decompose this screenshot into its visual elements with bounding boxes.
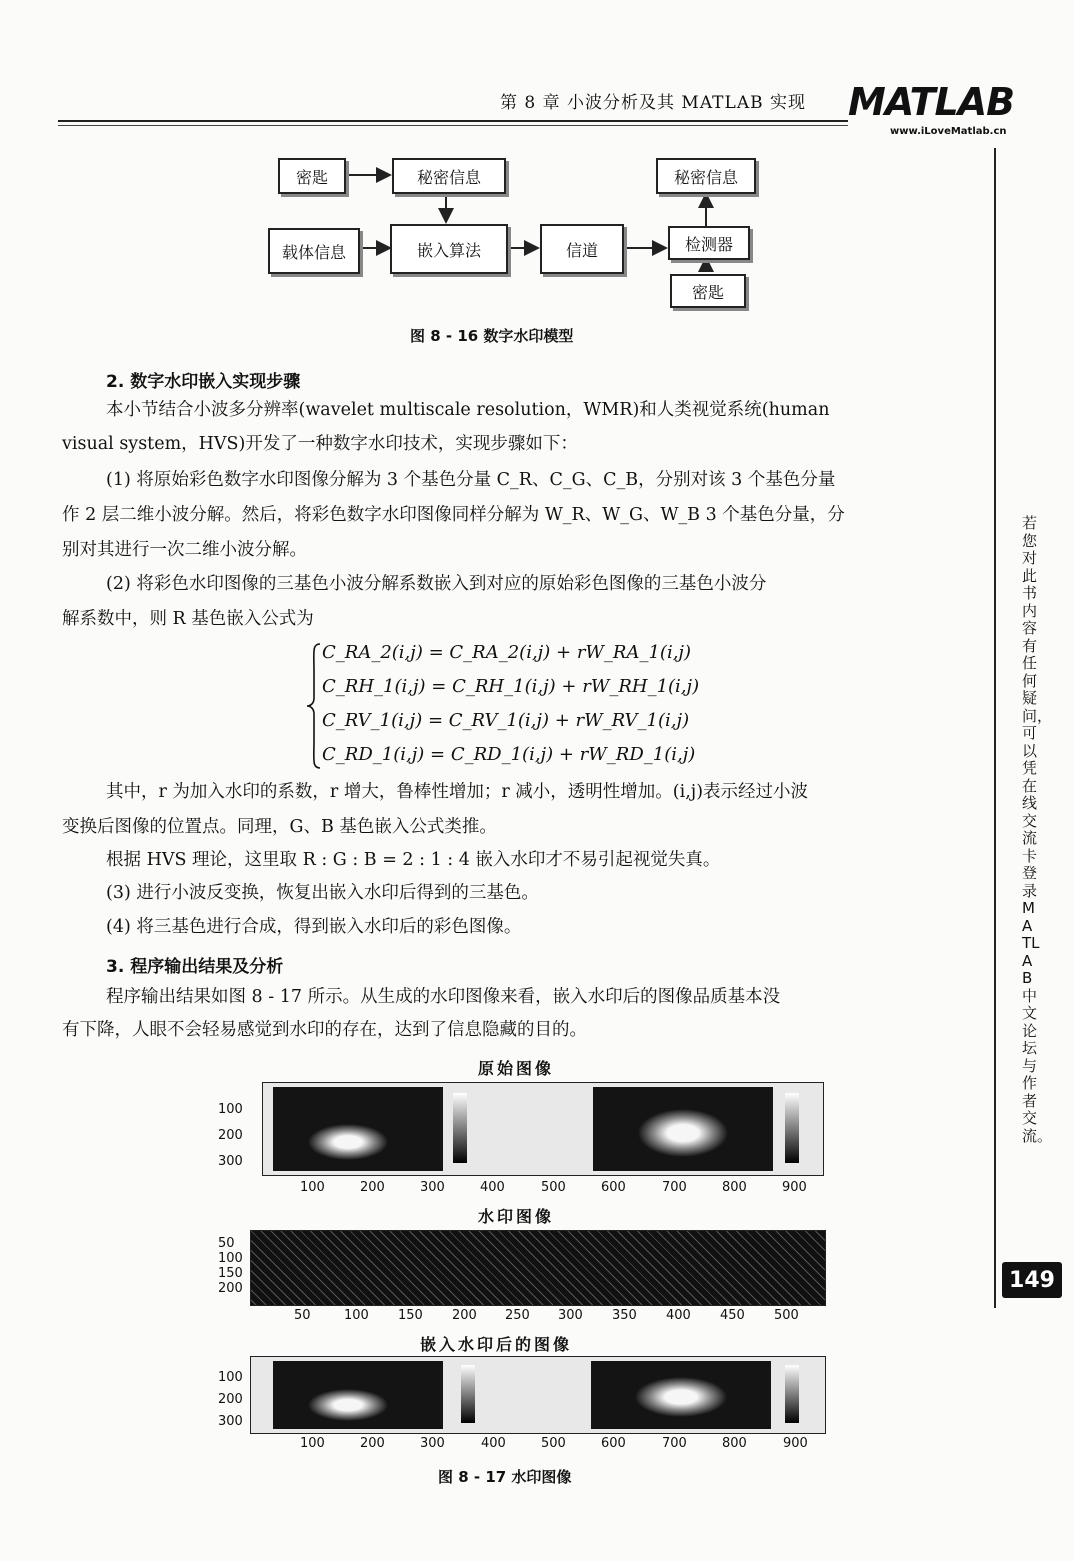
- channel-label: 信道: [565, 240, 598, 260]
- plot-2-xtick: 500: [774, 1308, 799, 1323]
- plot-2-ytick: 200: [218, 1281, 243, 1296]
- equation-1: C_RA_2(i,j) = C_RA_2(i,j) + rW_RA_1(i,j): [322, 642, 692, 663]
- plot-3-xtick: 800: [722, 1436, 747, 1451]
- paragraph-line: (1) 将原始彩色数字水印图像分解为 3 个基色分量 C_R、C_G、C_B，分别对该 3 个基色分量: [106, 470, 836, 490]
- plot-2-xtick: 200: [452, 1308, 477, 1323]
- logo-url: www.iLoveMatlab.cn: [890, 126, 1007, 137]
- paragraph-line: 变换后图像的位置点。同理，G、B 基色嵌入公式类推。: [62, 817, 497, 837]
- carrier-info-box: [268, 228, 360, 274]
- plot-1-xtick: 100: [300, 1180, 325, 1195]
- paragraph-line: 有下降，人眼不会轻易感觉到水印的存在，达到了信息隐藏的目的。: [62, 1020, 587, 1040]
- page-number: 149: [1002, 1262, 1062, 1298]
- plot-3-ytick: 100: [218, 1370, 243, 1385]
- paragraph-line: (2) 将彩色水印图像的三基色小波分解系数嵌入到对应的原始彩色图像的三基色小波分: [106, 574, 767, 594]
- channel-box: [540, 224, 624, 274]
- paragraph-line: 解系数中，则 R 基色嵌入公式为: [62, 609, 314, 629]
- embed-algorithm-box: [390, 224, 508, 274]
- embed-algorithm-label: 嵌入算法: [416, 240, 481, 260]
- original-image-left: [273, 1087, 443, 1171]
- plot-2-xtick: 350: [612, 1308, 637, 1323]
- colorbar-left: [461, 1365, 475, 1423]
- plot-3-xtick: 600: [601, 1436, 626, 1451]
- header-rule-thin: [58, 125, 848, 126]
- chapter-header: 第 8 章 小波分析及其 MATLAB 实现: [500, 93, 806, 113]
- detector-box: [668, 226, 750, 260]
- key-box-2-label: 密匙: [691, 282, 724, 302]
- plot-3-xtick: 100: [300, 1436, 325, 1451]
- section-3-heading: 3. 程序输出结果及分析: [106, 957, 284, 977]
- plot-1-xtick: 500: [541, 1180, 566, 1195]
- secret-info-box-2-label: 秘密信息: [673, 167, 738, 187]
- margin-rule: [994, 148, 996, 1308]
- equation-2: C_RH_1(i,j) = C_RH_1(i,j) + rW_RH_1(i,j): [322, 676, 700, 697]
- key-box-1: [278, 158, 346, 194]
- paragraph-line: visual system，HVS)开发了一种数字水印技术，实现步骤如下：: [62, 434, 578, 454]
- plot-1-xtick: 700: [662, 1180, 687, 1195]
- paragraph-line: 根据 HVS 理论，这里取 R : G : B = 2 : 1 : 4 嵌入水印才不易引起视觉失真。: [106, 850, 721, 870]
- sidebar-vertical-text: 若您对此书内容有任何疑问，可以凭在线交流卡登录MATLAB中文论坛与作者交流。: [1022, 514, 1053, 1145]
- plot-3-xtick: 300: [420, 1436, 445, 1451]
- plot-2-xtick: 450: [720, 1308, 745, 1323]
- plot-1-xtick: 300: [420, 1180, 445, 1195]
- plot-1-ytick: 100: [218, 1102, 243, 1117]
- plot-3-frame: [250, 1356, 826, 1434]
- plot-1-xtick: 900: [782, 1180, 807, 1195]
- plot-3-title: 嵌入水印后的图像: [420, 1335, 573, 1354]
- secret-info-box-2: [656, 158, 756, 194]
- plot-2-ytick: 100: [218, 1251, 243, 1266]
- plot-2-ytick: 150: [218, 1266, 243, 1281]
- key-box-1-label: 密匙: [295, 167, 328, 187]
- plot-3-ytick: 300: [218, 1414, 243, 1429]
- paragraph-line: 作 2 层二维小波分解。然后，将彩色数字水印图像同样分解为 W_R、W_G、W_B 3 个基色分量，分: [62, 505, 845, 525]
- plot-3-xtick: 700: [662, 1436, 687, 1451]
- matlab-logo: MATLAB: [848, 80, 1015, 124]
- header-rule: [58, 120, 848, 122]
- detector-label: 检测器: [684, 234, 733, 254]
- plot-1-xtick: 800: [722, 1180, 747, 1195]
- plot-3-ytick: 200: [218, 1392, 243, 1407]
- carrier-info-label: 载体信息: [281, 242, 346, 262]
- plot-2-xtick: 150: [398, 1308, 423, 1323]
- secret-info-box-1: [392, 158, 506, 194]
- plot-3-xtick: 400: [481, 1436, 506, 1451]
- plot-1-title: 原始图像: [478, 1059, 555, 1078]
- figure-8-16-caption: 图 8 - 16 数字水印模型: [410, 327, 574, 345]
- plot-1-xtick: 200: [360, 1180, 385, 1195]
- plot-3-xtick: 900: [783, 1436, 808, 1451]
- plot-1-xtick: 600: [601, 1180, 626, 1195]
- plot-1-ytick: 300: [218, 1154, 243, 1169]
- section-2-heading: 2. 数字水印嵌入实现步骤: [106, 372, 301, 392]
- embedded-image-right: [591, 1361, 771, 1429]
- plot-2-xtick: 400: [666, 1308, 691, 1323]
- plot-1-ytick: 200: [218, 1128, 243, 1143]
- paragraph-line: (4) 将三基色进行合成，得到嵌入水印后的彩色图像。: [106, 917, 522, 937]
- paragraph-line: 程序输出结果如图 8 - 17 所示。从生成的水印图像来看，嵌入水印后的图像品质基本没: [106, 987, 781, 1007]
- plot-2-xtick: 50: [294, 1308, 311, 1323]
- paragraph-line: 别对其进行一次二维小波分解。: [62, 540, 307, 560]
- paragraph-line: (3) 进行小波反变换，恢复出嵌入水印后得到的三基色。: [106, 883, 539, 903]
- plot-3-xtick: 200: [360, 1436, 385, 1451]
- colorbar-right: [785, 1093, 799, 1163]
- equation-brace: [306, 642, 322, 770]
- embedded-image-left: [273, 1361, 443, 1429]
- colorbar-right: [785, 1365, 799, 1423]
- equation-4: C_RD_1(i,j) = C_RD_1(i,j) + rW_RD_1(i,j): [322, 744, 696, 765]
- original-image-right: [593, 1087, 773, 1171]
- paragraph-line: 本小节结合小波多分辨率(wavelet multiscale resolution，WMR)和人类视觉系统(human: [106, 400, 830, 420]
- plot-2-xtick: 250: [505, 1308, 530, 1323]
- equation-3: C_RV_1(i,j) = C_RV_1(i,j) + rW_RV_1(i,j): [322, 710, 690, 731]
- plot-1-frame: [262, 1082, 824, 1176]
- plot-3-xtick: 500: [541, 1436, 566, 1451]
- plot-2-ytick: 50: [218, 1236, 235, 1251]
- figure-8-17-caption: 图 8 - 17 水印图像: [438, 1468, 572, 1486]
- plot-1-xtick: 400: [480, 1180, 505, 1195]
- plot-2-title: 水印图像: [478, 1207, 555, 1226]
- colorbar-left: [453, 1093, 467, 1163]
- secret-info-box-1-label: 秘密信息: [416, 167, 481, 187]
- paragraph-line: 其中，r 为加入水印的系数，r 增大，鲁棒性增加；r 减小，透明性增加。(i,j)表示经过小波: [106, 782, 809, 802]
- plot-2-xtick: 300: [558, 1308, 583, 1323]
- plot-2-xtick: 100: [344, 1308, 369, 1323]
- watermark-image: [250, 1230, 826, 1306]
- key-box-2: [670, 274, 746, 308]
